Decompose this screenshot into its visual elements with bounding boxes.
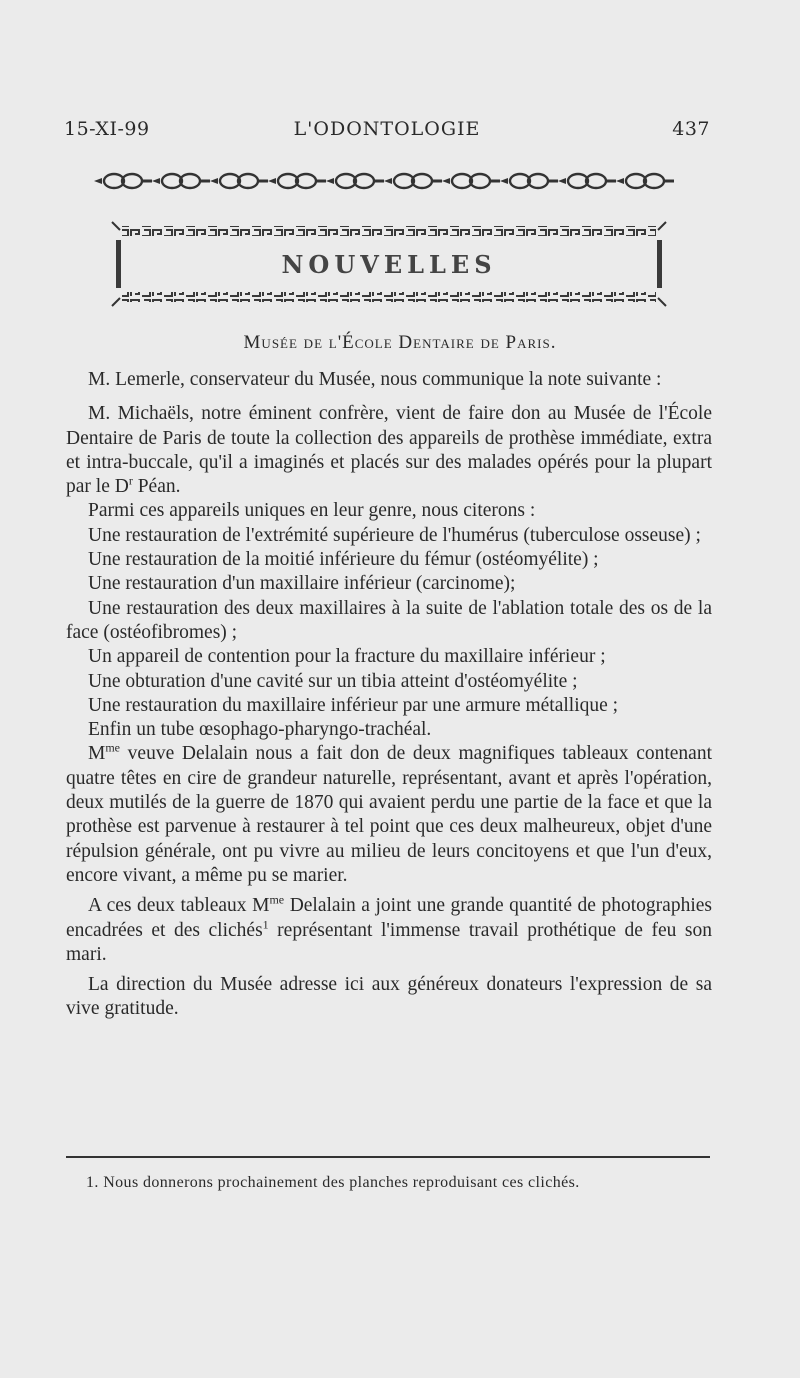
paragraph: Parmi ces appareils uniques en leur genre, nous citerons : [88,500,536,522]
list-item: Une restauration de la moitié inférieure du fémur (ostéomyélite) ; [88,549,599,571]
page-number: 437 [672,118,710,140]
section-title: Musée de l'École Dentaire de Paris. [243,332,557,353]
list-item: Enfin un tube œsophago-pharyngo-trachéal. [88,719,432,741]
paragraph: M. Michaëls, notre éminent confrère, vient de faire don au Musée de l'École Dentaire de Paris de toute la collection des appareils de prothèse immédiate, extra et intra-buccale, qu'il a imaginés et placés sur des malades opérés pour la plupart par le $D^r$ Péan. [66,403,712,498]
footnote-rule [66,1156,710,1158]
journal-title: L'ODONTOLOGIE [293,118,481,140]
list-item: Une obturation d'une cavité sur un tibia atteint d'ostéomyélite ; [88,670,578,692]
running-head [64,118,710,148]
paragraph: $M^{me}$ veuve Delalain nous a fait don de deux magnifiques tableaux contenant quatre têtes en cire de grandeur naturelle, représentant, avant et après l'opération, deux mutilés de la guerre de 1870 qui avaient perdu une partie de la face et que la prothèse est parvenue à restaurer à tel point que ces deux malheureux, objet d'une répulsion générale, ont pu vivre au milieu de leurs concitoyens et que l'un d'eux, encore vivant, a même pu se marier. [66,740,712,886]
paragraph: A ces deux tableaux $M^{me}$ Delalain a joint une grande quantité de photographies encadrées et des clichés$^1$ représentant l'immense travail prothétique de feu son mari. [66,892,712,965]
list-item: Une restauration des deux maxillaires à la suite de l'ablation totale des os de la face (ostéofibromes) ; [66,597,712,643]
nouvelles-banner [108,218,670,310]
article-body [66,368,712,1022]
paragraph: La direction du Musée adresse ici aux généreux donateurs l'expression de sa vive gratitude. [66,974,712,1020]
banner-title: NOUVELLES [281,250,497,279]
paragraph: M. Lemerle, conservateur du Musée, nous communique la note suivante : [88,369,662,390]
list-item: Un appareil de contention pour la fracture du maxillaire inférieur ; [88,646,606,668]
list-item: Une restauration de l'extrémité supérieure de l'humérus (tuberculose osseuse) ; [88,524,701,546]
issue-date: 15-XI-99 [64,118,150,140]
footnote: 1. Nous donnerons prochainement des planches reproduisant ces clichés. [86,1174,580,1191]
list-item: Une restauration d'un maxillaire inférieur (carcinome); [88,573,516,595]
footnote-marker: 1 [262,917,269,932]
list-item: Une restauration du maxillaire inférieur par une armure métallique ; [88,694,619,716]
ornamental-band [92,170,692,192]
